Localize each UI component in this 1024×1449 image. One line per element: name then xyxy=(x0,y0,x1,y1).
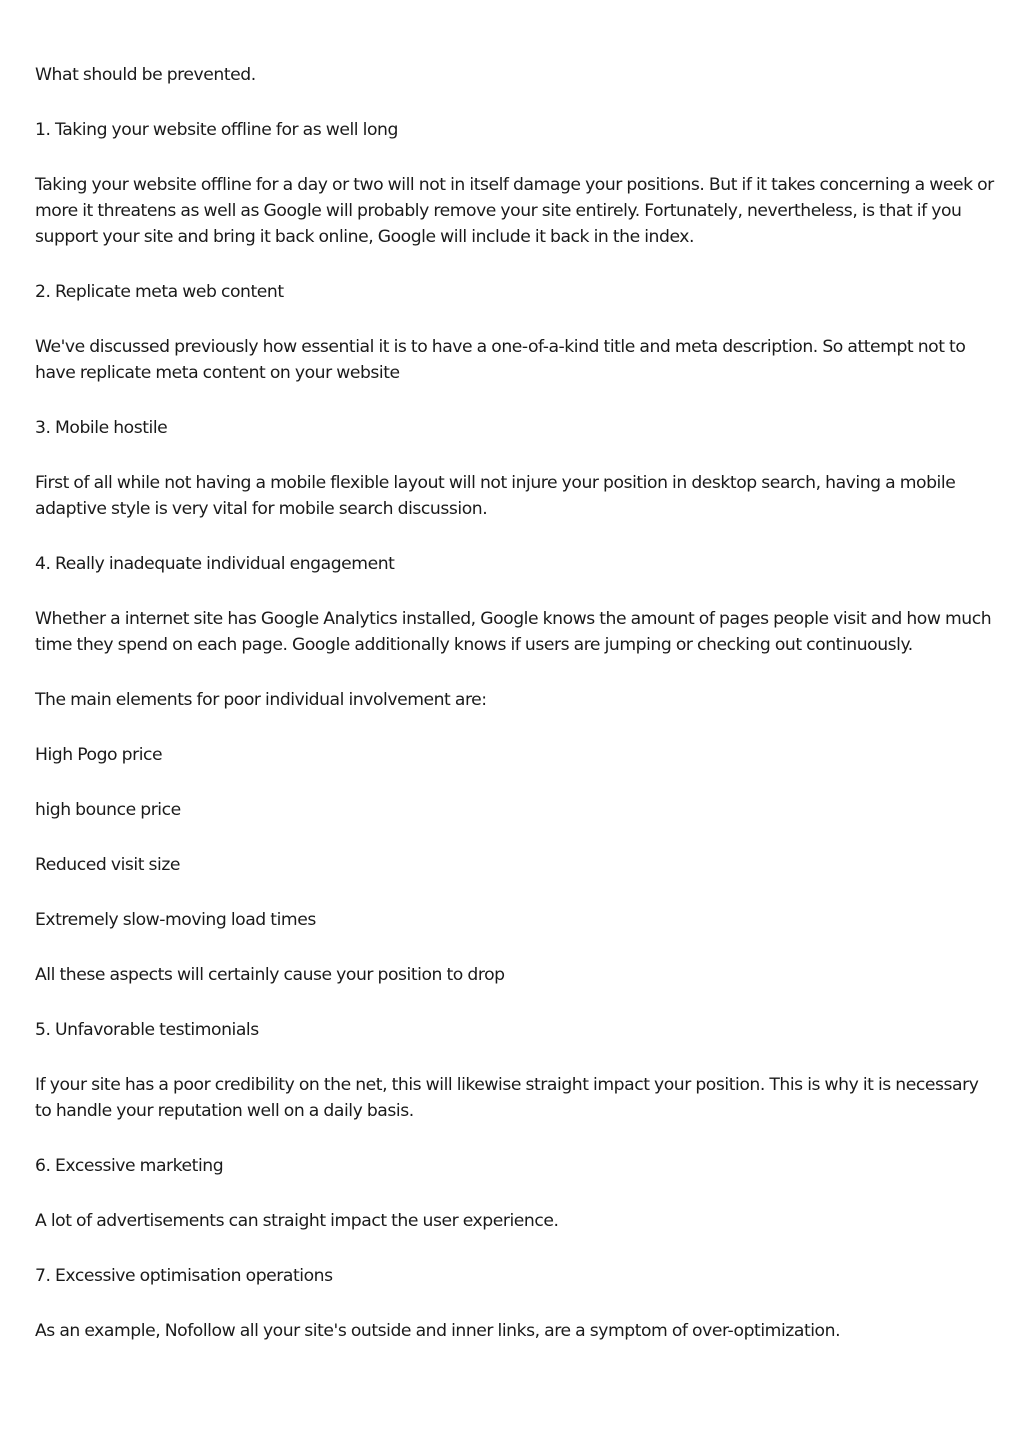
heading-5: 5. Unfavorable testimonials xyxy=(35,1020,259,1040)
list-conclusion: All these aspects will certainly cause your position to drop xyxy=(35,965,505,985)
paragraph-2: We've discussed previously how essential it is to have a one-of-a-kind title and meta description. So attempt not to have replicate meta content on your website xyxy=(35,337,966,383)
intro-line: What should be prevented. xyxy=(35,65,256,85)
list-item: high bounce price xyxy=(35,800,181,820)
document-body xyxy=(35,62,995,1373)
paragraph-3: First of all while not having a mobile flexible layout will not injure your position in desktop search, having a mobile adaptive style is very vital for mobile search discussion. xyxy=(35,473,956,519)
paragraph-7: As an example, Nofollow all your site's outside and inner links, are a symptom of over-optimization. xyxy=(35,1321,841,1341)
paragraph-5: If your site has a poor credibility on the net, this will likewise straight impact your position. This is why it is necessary to handle your reputation well on a daily basis. xyxy=(35,1075,979,1121)
heading-7: 7. Excessive optimisation operations xyxy=(35,1266,333,1286)
paragraph-4: Whether a internet site has Google Analytics installed, Google knows the amount of pages people visit and how much time they spend on each page. Google additionally knows if users are jumping or checking out continuously. xyxy=(35,609,992,655)
list-item: Reduced visit size xyxy=(35,855,181,875)
heading-2: 2. Replicate meta web content xyxy=(35,282,284,302)
heading-1: 1. Taking your website offline for as well long xyxy=(35,120,398,140)
heading-3: 3. Mobile hostile xyxy=(35,418,168,438)
paragraph-6: A lot of advertisements can straight impact the user experience. xyxy=(35,1211,559,1231)
paragraph-1: Taking your website offline for a day or two will not in itself damage your positions. But if it takes concerning a week or more it threatens as well as Google will probably remove your site entirely. Fortunately, nevertheless, is that if you support your site and bring it back online, Google will include it back in the index. xyxy=(35,175,994,247)
list-item: High Pogo price xyxy=(35,745,163,765)
list-item: Extremely slow-moving load times xyxy=(35,910,316,930)
heading-4: 4. Really inadequate individual engagement xyxy=(35,554,395,574)
list-intro: The main elements for poor individual involvement are: xyxy=(35,690,487,710)
heading-6: 6. Excessive marketing xyxy=(35,1156,224,1176)
